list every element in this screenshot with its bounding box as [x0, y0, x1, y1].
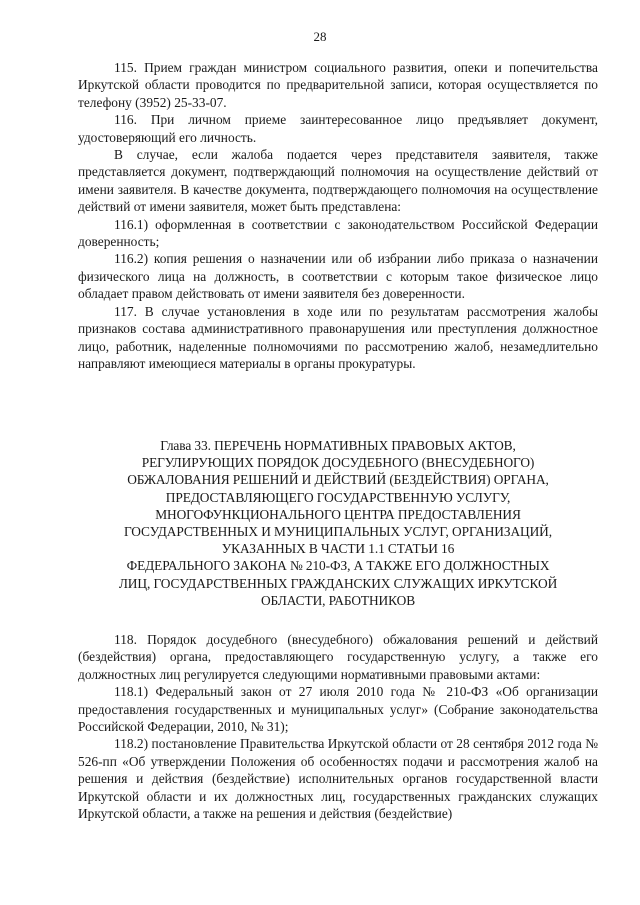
body-text-top [78, 59, 598, 372]
chapter-heading [78, 437, 598, 609]
paragraph-118: 118. Порядок досудебного (внесудебного) обжалования решений и действий (бездействия) органа, предоставляющего государственную услугу, а также его должностных лиц регулируется следующими нормативными правовыми актами: [78, 632, 598, 682]
chapter-heading-line: ГОСУДАРСТВЕННЫХ И МУНИЦИПАЛЬНЫХ УСЛУГ, ОРГАНИЗАЦИЙ, [124, 524, 552, 540]
body-text-bottom [78, 631, 598, 822]
chapter-heading-line: МНОГОФУНКЦИОНАЛЬНОГО ЦЕНТРА ПРЕДОСТАВЛЕНИЯ [155, 506, 521, 522]
chapter-heading-line: ОБЖАЛОВАНИЯ РЕШЕНИЙ И ДЕЙСТВИЙ (БЕЗДЕЙСТВИЯ) ОРГАНА, [127, 472, 549, 488]
paragraph-representative: В случае, если жалоба подается через представителя заявителя, также представляется документ, подтверждающий полномочия на осуществление действий от имени заявителя. В качестве документа, подтверждающего полномочия на осуществление действий от имени заявителя, может быть представлена: [78, 147, 598, 215]
paragraph-118-2: 118.2) постановление Правительства Иркутской области от 28 сентября 2012 года № 526-пп «Об утверждении Положения об особенностях подачи и рассмотрения жалоб на решения и действия (бездействие) исполнительных органов государственной власти Иркутской области и их должностных лиц, государственных гражданских служащих Иркутской области, а также на решения и действия (бездействие) [78, 736, 598, 822]
chapter-heading-line: ЛИЦ, ГОСУДАРСТВЕННЫХ ГРАЖДАНСКИХ СЛУЖАЩИХ ИРКУТСКОЙ [118, 575, 558, 591]
chapter-heading-line: ПРЕДОСТАВЛЯЮЩЕГО ГОСУДАРСТВЕННУЮ УСЛУГУ, [165, 489, 511, 505]
paragraph-115: 115. Прием граждан министром социального развития, опеки и попечительства Иркутской области проводится по предварительной записи, которая осуществляется по телефону (3952) 25-33-07. [78, 60, 598, 110]
chapter-heading-line: ОБЛАСТИ, РАБОТНИКОВ [260, 592, 416, 608]
chapter-heading-line: РЕГУЛИРУЮЩИХ ПОРЯДОК ДОСУДЕБНОГО (ВНЕСУДЕБНОГО) [141, 455, 535, 471]
paragraph-116-1: 116.1) оформленная в соответствии с законодательством Российской Федерации доверенность; [78, 216, 598, 250]
paragraph-116-2: 116.2) копия решения о назначении или об избрании либо приказа о назначении физического лица на должность, в соответствии с которым такое физическое лицо обладает правом действовать от имени заявителя без доверенности. [78, 251, 598, 302]
paragraph-118-1: 118.1) Федеральный закон от 27 июля 2010 года № 210-ФЗ «Об организации предоставления государственных и муниципальных услуг» (Собрание законодательства Российской Федерации, 2010, № 31); [78, 684, 598, 735]
chapter-heading-line: УКАЗАННЫХ В ЧАСТИ 1.1 СТАТЬИ 16 [221, 541, 455, 557]
paragraph-116: 116. При личном приеме заинтересованное лицо предъявляет документ, удостоверяющий его личность. [78, 112, 598, 145]
page-number: 28 [313, 29, 327, 44]
paragraph-117: 117. В случае установления в ходе или по результатам рассмотрения жалобы признаков состава административного правонарушения или преступления должностное лицо, работник, наделенные полномочиями по рассмотрению жалоб, незамедлительно направляют имеющиеся материалы в органы прокуратуры. [78, 303, 598, 371]
chapter-heading-line: Глава 33. ПЕРЕЧЕНЬ НОРМАТИВНЫХ ПРАВОВЫХ АКТОВ, [160, 438, 516, 453]
chapter-heading-line: ФЕДЕРАЛЬНОГО ЗАКОНА № 210-ФЗ, А ТАКЖЕ ЕГО ДОЛЖНОСТНЫХ [126, 558, 550, 574]
